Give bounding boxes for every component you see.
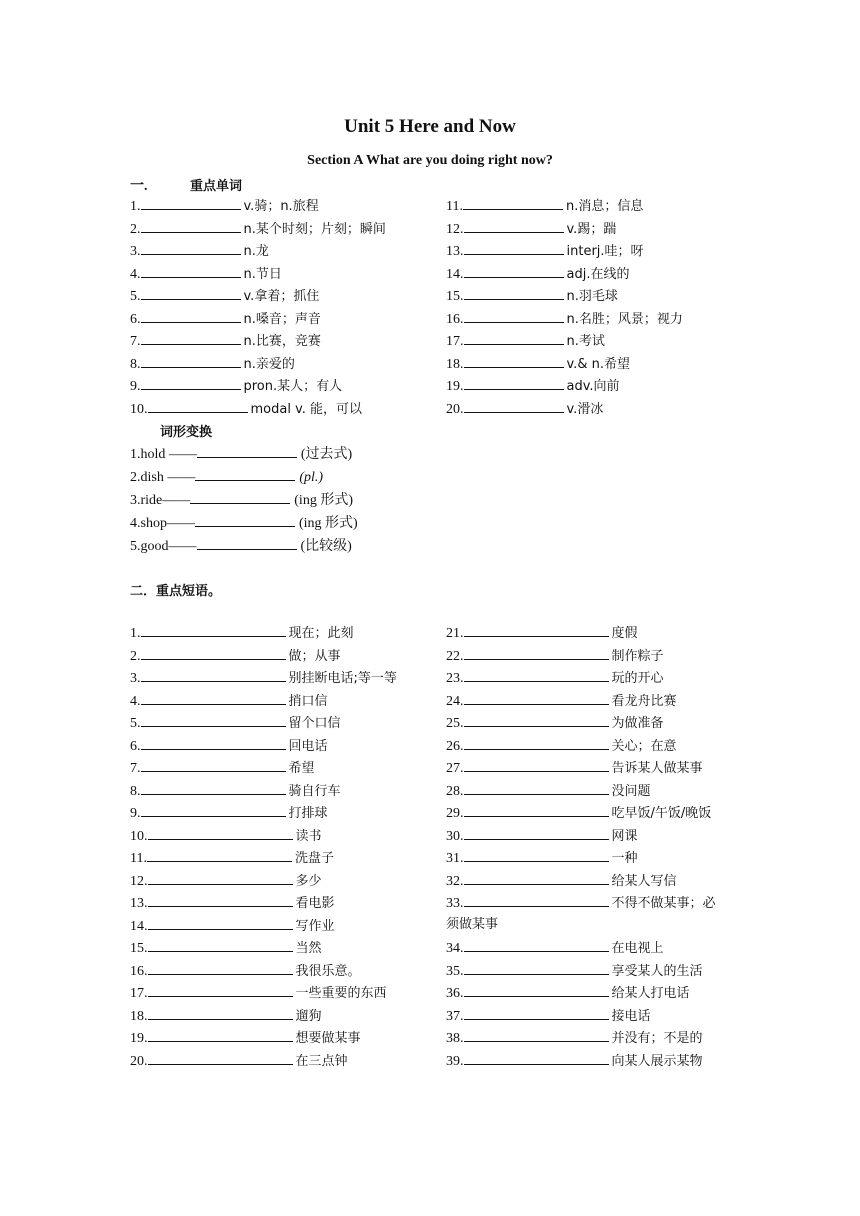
- answer-blank[interactable]: [464, 870, 609, 885]
- item-number: 3.: [130, 244, 141, 259]
- item-number: 20.: [446, 401, 464, 417]
- list-item: [130, 240, 269, 260]
- list-item: [446, 847, 638, 867]
- item-meaning: 一种: [611, 851, 638, 866]
- item-number: 9.: [130, 379, 141, 394]
- item-number: 3.: [130, 671, 141, 686]
- answer-blank[interactable]: [141, 780, 286, 795]
- answer-blank[interactable]: [464, 1050, 609, 1065]
- answer-blank[interactable]: [141, 330, 241, 345]
- item-meaning: 读书: [295, 828, 322, 844]
- item-meaning: 回电话: [288, 738, 328, 754]
- item-meaning: n.节日: [243, 266, 282, 282]
- item-meaning: 想要做某事: [295, 1031, 361, 1046]
- list-item: [130, 353, 295, 373]
- item-number: 19.: [130, 1031, 148, 1046]
- answer-blank[interactable]: [464, 892, 609, 907]
- item-number: 15.: [130, 941, 148, 956]
- list-item: [446, 622, 638, 642]
- item-number: 24.: [446, 693, 464, 709]
- item-meaning: 希望: [288, 761, 315, 776]
- item-number: 31.: [446, 851, 464, 866]
- word-form-base: 2.dish ——: [130, 470, 196, 485]
- answer-blank[interactable]: [148, 825, 293, 840]
- item-meaning: 不得不做某事；必: [611, 896, 716, 911]
- item-meaning: 一些重要的东西: [295, 986, 387, 1001]
- item-meaning: 并没有；不是的: [611, 1031, 703, 1046]
- item-meaning: v.踢；踹: [566, 221, 617, 237]
- list-item: [130, 535, 352, 555]
- item-number: 11.: [130, 851, 147, 866]
- answer-blank[interactable]: [464, 308, 564, 323]
- item-meaning: v.滑冰: [566, 401, 604, 417]
- list-item: [446, 915, 498, 935]
- list-item: [130, 982, 387, 1002]
- item-number: 22.: [446, 648, 464, 664]
- item-meaning: adv.向前: [566, 379, 620, 394]
- list-item: [446, 353, 630, 373]
- word-form-note: (ing 形式): [294, 493, 353, 508]
- word-form-note: (ing 形式): [298, 516, 358, 531]
- list-item: [130, 802, 328, 822]
- item-meaning: 告诉某人做某事: [611, 761, 703, 776]
- list-item: [446, 690, 677, 710]
- item-number: 4.: [130, 266, 141, 282]
- item-meaning: 享受某人的生活: [611, 963, 703, 979]
- answer-blank[interactable]: [148, 1027, 293, 1042]
- answer-blank[interactable]: [464, 645, 609, 660]
- item-meaning: 遛狗: [295, 1008, 322, 1024]
- list-item: [130, 1027, 361, 1047]
- item-meaning: 现在；此刻: [288, 626, 354, 641]
- list-item: [130, 195, 319, 215]
- item-number: 11.: [446, 199, 463, 214]
- list-item: [130, 263, 282, 283]
- list-item: [446, 735, 677, 755]
- item-meaning: 当然: [295, 941, 322, 956]
- list-item: [130, 443, 352, 463]
- answer-blank[interactable]: [464, 285, 564, 300]
- item-number: 25.: [446, 716, 464, 731]
- list-item: [130, 375, 342, 395]
- section-subtitle: Section A What are you doing right now?: [307, 153, 553, 168]
- answer-blank[interactable]: [148, 960, 293, 975]
- word-form-base: 1.hold ——: [130, 447, 197, 462]
- item-meaning: 向某人展示某物: [611, 1053, 703, 1069]
- item-number: 38.: [446, 1031, 464, 1046]
- item-meaning: 看电影: [295, 896, 335, 911]
- list-item: [446, 285, 618, 305]
- item-number: 33.: [446, 896, 464, 911]
- answer-blank[interactable]: [464, 712, 609, 727]
- answer-blank[interactable]: [148, 982, 293, 997]
- item-number: 17.: [446, 334, 464, 349]
- list-item: [446, 802, 711, 822]
- item-number: 7.: [130, 761, 141, 776]
- item-meaning: 给某人写信: [611, 873, 677, 889]
- item-meaning: n.亲爱的: [243, 356, 295, 372]
- answer-blank[interactable]: [148, 1050, 293, 1065]
- item-number: 10.: [130, 401, 148, 417]
- list-item: [446, 937, 664, 957]
- item-number: 4.: [130, 693, 141, 709]
- answer-blank[interactable]: [141, 195, 241, 210]
- item-meaning: 在三点钟: [295, 1053, 348, 1069]
- answer-blank[interactable]: [195, 512, 295, 527]
- answer-blank[interactable]: [464, 622, 609, 637]
- answer-blank[interactable]: [148, 892, 293, 907]
- item-number: 1.: [130, 626, 141, 641]
- item-number: 29.: [446, 806, 464, 821]
- item-meaning: 打排球: [288, 806, 328, 821]
- answer-blank[interactable]: [141, 690, 286, 705]
- item-meaning: n.名胜；风景；视力: [566, 311, 683, 327]
- item-number: 27.: [446, 761, 464, 776]
- item-meaning: 制作粽子: [611, 648, 664, 664]
- answer-blank[interactable]: [141, 667, 286, 682]
- item-number: 12.: [130, 873, 148, 889]
- item-meaning: 吃早饭/午饭/晚饭: [611, 806, 712, 821]
- answer-blank[interactable]: [464, 780, 609, 795]
- item-number: 13.: [130, 896, 148, 911]
- item-meaning: interj.哇；呀: [566, 244, 644, 259]
- answer-blank[interactable]: [464, 667, 609, 682]
- item-number: 13.: [446, 244, 464, 259]
- answer-blank[interactable]: [148, 937, 293, 952]
- list-item: [130, 825, 322, 845]
- word-form-base: 3.ride——: [130, 493, 191, 508]
- list-item: [130, 892, 335, 912]
- list-item: [130, 667, 397, 687]
- item-number: 20.: [130, 1053, 148, 1069]
- list-item: [446, 960, 703, 980]
- answer-blank[interactable]: [464, 802, 609, 817]
- answer-blank[interactable]: [141, 353, 241, 368]
- item-number: 10.: [130, 828, 148, 844]
- item-meaning: n.嗓音；声音: [243, 311, 321, 327]
- item-meaning: 没问题: [611, 783, 651, 799]
- item-number: 36.: [446, 986, 464, 1001]
- list-item: [130, 847, 334, 867]
- answer-blank[interactable]: [463, 195, 563, 210]
- item-meaning: 接电话: [611, 1008, 651, 1024]
- list-item: [130, 1050, 348, 1070]
- answer-blank[interactable]: [464, 735, 609, 750]
- item-meaning: n.比赛，竞赛: [243, 334, 321, 349]
- answer-blank[interactable]: [464, 263, 564, 278]
- answer-blank[interactable]: [464, 847, 609, 862]
- list-item: [130, 398, 362, 418]
- item-meaning: v.拿着；抓住: [243, 289, 320, 304]
- item-meaning: 给某人打电话: [611, 986, 690, 1001]
- item-number: 14.: [130, 918, 148, 934]
- word-form-note: (比较级): [300, 539, 352, 554]
- list-item: [446, 667, 664, 687]
- answer-blank[interactable]: [141, 735, 286, 750]
- list-item: [446, 308, 683, 328]
- list-item: [446, 375, 620, 395]
- list-item: [130, 218, 386, 238]
- item-number: 18.: [130, 1008, 148, 1024]
- list-item: [446, 398, 603, 418]
- item-meaning: 留个口信: [288, 716, 341, 731]
- item-number: 39.: [446, 1053, 464, 1069]
- word-form-base: 5.good——: [130, 539, 197, 554]
- item-meaning: 骑自行车: [288, 783, 341, 799]
- item-number: 21.: [446, 626, 464, 641]
- answer-blank[interactable]: [464, 218, 564, 233]
- answer-blank[interactable]: [147, 847, 292, 862]
- answer-blank[interactable]: [141, 263, 241, 278]
- list-item: [130, 690, 328, 710]
- item-number: 5.: [130, 716, 141, 731]
- item-number: 9.: [130, 806, 141, 821]
- item-meaning: 看龙舟比赛: [611, 693, 677, 709]
- list-item: [446, 218, 616, 238]
- list-item: [446, 645, 664, 665]
- item-meaning: 我很乐意。: [295, 963, 361, 979]
- item-number: 15.: [446, 289, 464, 304]
- list-item: [446, 263, 629, 283]
- answer-blank[interactable]: [141, 712, 286, 727]
- list-item: [446, 982, 690, 1002]
- item-meaning: 做；从事: [288, 648, 341, 664]
- list-item: [130, 466, 323, 486]
- answer-blank[interactable]: [464, 982, 609, 997]
- list-item: [130, 960, 361, 980]
- item-meaning: n.龙: [243, 244, 269, 259]
- item-meaning: 须做某事: [446, 916, 499, 932]
- item-number: 23.: [446, 671, 464, 686]
- item-number: 18.: [446, 356, 464, 372]
- list-item: [130, 780, 341, 800]
- item-meaning: modal v. 能，可以: [250, 401, 363, 417]
- answer-blank[interactable]: [464, 330, 564, 345]
- item-number: 26.: [446, 738, 464, 754]
- item-meaning: 玩的开心: [611, 671, 664, 686]
- list-item: [130, 645, 341, 665]
- item-meaning: 为做准备: [611, 716, 664, 731]
- answer-blank[interactable]: [464, 375, 564, 390]
- answer-blank[interactable]: [195, 466, 295, 481]
- list-item: [446, 1005, 651, 1025]
- answer-blank[interactable]: [464, 353, 564, 368]
- list-item: [130, 330, 321, 350]
- list-item: [130, 308, 321, 328]
- item-number: 1.: [130, 199, 141, 214]
- word-forms-heading: 词形变换: [160, 425, 213, 440]
- answer-blank[interactable]: [148, 915, 293, 930]
- list-item: [446, 892, 716, 912]
- list-item: [130, 937, 322, 957]
- list-item: [446, 1027, 703, 1047]
- section2-heading: 二．重点短语。: [130, 584, 222, 599]
- section1-heading: 重点单词: [190, 179, 243, 194]
- answer-blank[interactable]: [464, 757, 609, 772]
- item-meaning: 关心；在意: [611, 738, 677, 754]
- item-number: 16.: [446, 311, 464, 327]
- item-meaning: 多少: [295, 873, 322, 889]
- answer-blank[interactable]: [141, 375, 241, 390]
- list-item: [446, 825, 638, 845]
- item-meaning: 在电视上: [611, 941, 664, 956]
- answer-blank[interactable]: [148, 398, 248, 413]
- section1-number: 一.: [130, 179, 148, 194]
- list-item: [446, 780, 651, 800]
- word-form-note: (过去式): [300, 447, 353, 462]
- item-number: 35.: [446, 963, 464, 979]
- item-number: 30.: [446, 828, 464, 844]
- answer-blank[interactable]: [148, 1005, 293, 1020]
- list-item: [446, 757, 703, 777]
- item-meaning: n.某个时刻；片刻；瞬间: [243, 221, 386, 237]
- item-meaning: n.消息；信息: [565, 199, 644, 214]
- item-number: 6.: [130, 311, 141, 327]
- item-number: 12.: [446, 221, 464, 237]
- list-item: [446, 330, 605, 350]
- item-meaning: 别挂断电话;等一等: [288, 671, 397, 686]
- answer-blank[interactable]: [141, 757, 286, 772]
- item-number: 14.: [446, 266, 464, 282]
- item-meaning: 写作业: [295, 918, 335, 934]
- item-number: 28.: [446, 783, 464, 799]
- item-meaning: pron.某人；有人: [243, 379, 343, 394]
- item-number: 2.: [130, 648, 141, 664]
- item-number: 16.: [130, 963, 148, 979]
- answer-blank[interactable]: [197, 443, 297, 458]
- item-meaning: v.& n.希望: [566, 356, 630, 372]
- item-meaning: 捎口信: [288, 693, 328, 709]
- answer-blank[interactable]: [148, 870, 293, 885]
- answer-blank[interactable]: [197, 535, 297, 550]
- list-item: [130, 1005, 322, 1025]
- list-item: [446, 195, 643, 215]
- answer-blank[interactable]: [141, 308, 241, 323]
- item-meaning: n.考试: [566, 334, 605, 349]
- word-form-note: (pl.): [299, 470, 324, 485]
- answer-blank[interactable]: [464, 1005, 609, 1020]
- list-item: [446, 712, 664, 732]
- item-meaning: 洗盘子: [294, 851, 334, 866]
- item-meaning: adj.在线的: [566, 266, 630, 282]
- word-form-base: 4.shop——: [130, 516, 195, 531]
- answer-blank[interactable]: [141, 285, 241, 300]
- item-number: 5.: [130, 289, 141, 304]
- item-number: 8.: [130, 356, 141, 372]
- list-item: [130, 870, 322, 890]
- item-number: 6.: [130, 738, 141, 754]
- list-item: [446, 870, 677, 890]
- answer-blank[interactable]: [464, 398, 564, 413]
- item-meaning: n.羽毛球: [566, 289, 618, 304]
- answer-blank[interactable]: [464, 1027, 609, 1042]
- list-item: [446, 240, 644, 260]
- answer-blank[interactable]: [141, 622, 286, 637]
- list-item: [130, 285, 319, 305]
- item-number: 2.: [130, 221, 141, 237]
- answer-blank[interactable]: [464, 825, 609, 840]
- answer-blank[interactable]: [141, 802, 286, 817]
- answer-blank[interactable]: [141, 240, 241, 255]
- item-number: 8.: [130, 783, 141, 799]
- item-number: 17.: [130, 986, 148, 1001]
- item-meaning: 网课: [611, 828, 638, 844]
- item-number: 32.: [446, 873, 464, 889]
- answer-blank[interactable]: [464, 690, 609, 705]
- list-item: [446, 1050, 703, 1070]
- answer-blank[interactable]: [464, 960, 609, 975]
- list-item: [130, 489, 353, 509]
- item-meaning: 度假: [611, 626, 638, 641]
- answer-blank[interactable]: [464, 240, 564, 255]
- list-item: [130, 915, 335, 935]
- item-number: 34.: [446, 941, 464, 956]
- item-number: 19.: [446, 379, 464, 394]
- page-title: Unit 5 Here and Now: [344, 116, 516, 137]
- answer-blank[interactable]: [141, 645, 286, 660]
- answer-blank[interactable]: [464, 937, 609, 952]
- answer-blank[interactable]: [190, 489, 290, 504]
- list-item: [130, 757, 315, 777]
- list-item: [130, 712, 341, 732]
- list-item: [130, 735, 328, 755]
- list-item: [130, 622, 354, 642]
- item-number: 37.: [446, 1008, 464, 1024]
- answer-blank[interactable]: [141, 218, 241, 233]
- item-meaning: v.骑；n.旅程: [243, 199, 319, 214]
- item-number: 7.: [130, 334, 141, 349]
- list-item: [130, 512, 358, 532]
